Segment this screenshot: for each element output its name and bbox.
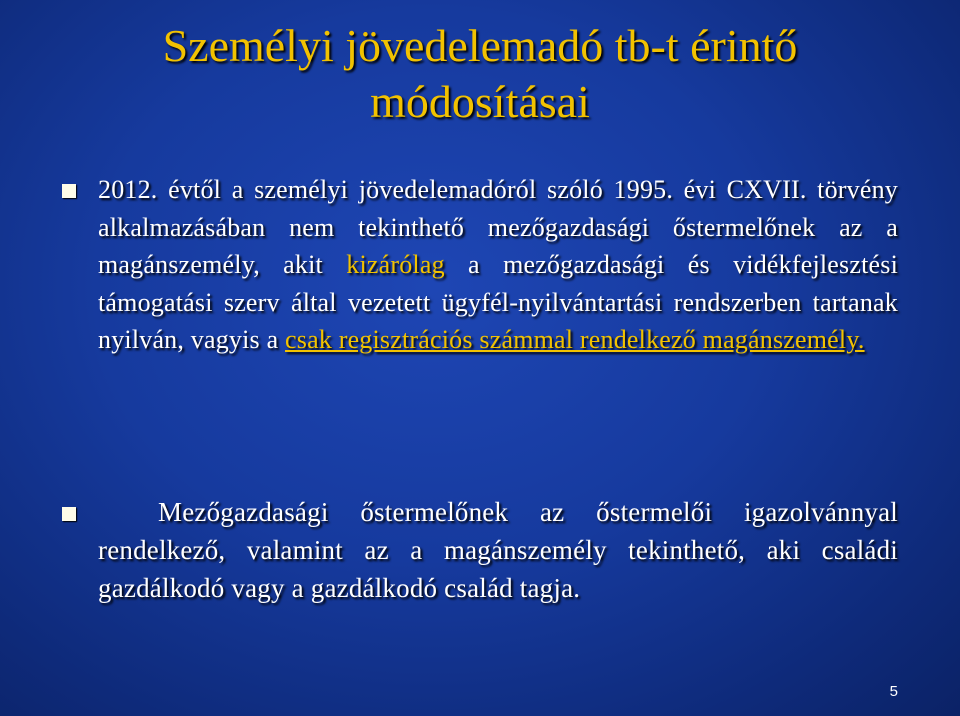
paragraph-1-text-middle: a mezőgazdasági és vidékfejlesztési támogatási szerv által vezetett ügyfél-nyilvántartási rendszerben tartanak nyilván, vagyis a bbox=[98, 250, 899, 354]
bullet-paragraph-2: Mezőgazdasági őstermelőnek az őstermelői igazolvánnyal rendelkező, valamint az a magánszemély tekinthető, aki családi gazdálkodó vagy a gazdálkodó család tagja. bbox=[98, 497, 898, 603]
slide-title-line2: módosításai bbox=[370, 76, 590, 127]
underlined-registration-phrase: csak regisztrációs számmal rendelkező magánszemély. bbox=[285, 325, 865, 354]
page-number: 5 bbox=[889, 683, 898, 700]
highlight-kizarolag: kizárólag bbox=[346, 250, 445, 279]
bullet-square-icon bbox=[62, 184, 76, 198]
bullet-paragraph-1 bbox=[98, 171, 898, 359]
slide-title bbox=[40, 18, 920, 130]
bullet-square-icon bbox=[62, 507, 76, 521]
slide-title-line1: Személyi jövedelemadó tb-t érintő bbox=[162, 20, 798, 71]
paragraph-1-text-start: 2012. évtől a személyi jövedelemadóról szóló 1995. évi CXVII. törvény alkalmazásában nem tekinthető mezőgazdasági őstermelőnek az a magánszemély, akit bbox=[98, 175, 898, 279]
